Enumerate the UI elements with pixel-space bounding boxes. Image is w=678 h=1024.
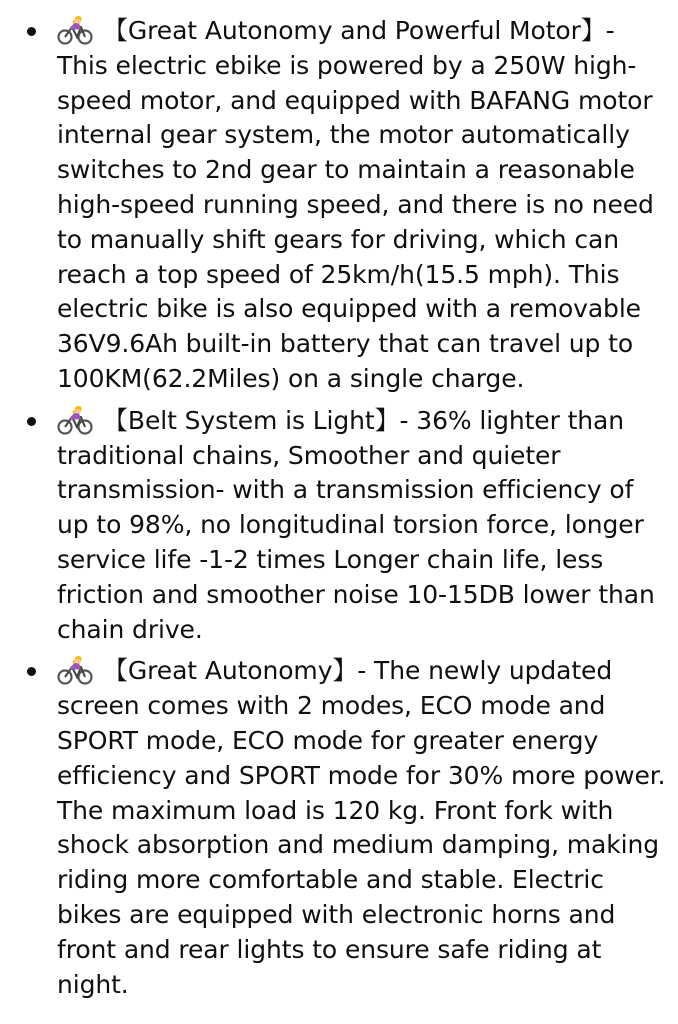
woman-biking-icon (57, 655, 93, 685)
bullet-dot (27, 417, 36, 426)
feature-bullet-modes (0, 654, 678, 1002)
woman-biking-icon (57, 405, 93, 435)
feature-bullet-belt (0, 404, 678, 648)
bullet-text: 【Great Autonomy】- The newly updated screen comes with 2 modes, ECO mode and SPORT mode, ECO mode for greater energy efficiency and SPORT mode for 30% more power. The maximum load is 120 kg. Front fork with shock absorption and medium damping, making riding more comfortable and stable. Electric bikes are equipped with electronic horns and front and rear lights to ensure safe riding at night. (57, 656, 666, 999)
bullet-dot (27, 27, 36, 36)
bullet-dot (27, 667, 36, 676)
feature-bullet-motor (0, 14, 678, 397)
bullet-text: 【Great Autonomy and Powerful Motor】- This electric ebike is powered by a 250W high-speed motor, and equipped with BAFANG motor internal gear system, the motor automatically switches to 2nd gear to maintain a reasonable high-speed running speed, and there is no need to manually shift gears for driving, which can reach a top speed of 25km/h(15.5 mph). This electric bike is also equipped with a removable 36V9.6Ah built-in battery that can travel up to 100KM(62.2Miles) on a single charge. (57, 16, 654, 393)
feature-bullet-list (0, 14, 678, 1009)
woman-biking-icon (57, 15, 93, 45)
bullet-text: 【Belt System is Light】- 36% lighter than traditional chains, Smoother and quieter transmission- with a transmission efficiency of up to 98%, no longitudinal torsion force, longer service life -1-2 times Longer chain life, less friction and smoother noise 10-15DB lower than chain drive. (57, 405, 655, 644)
